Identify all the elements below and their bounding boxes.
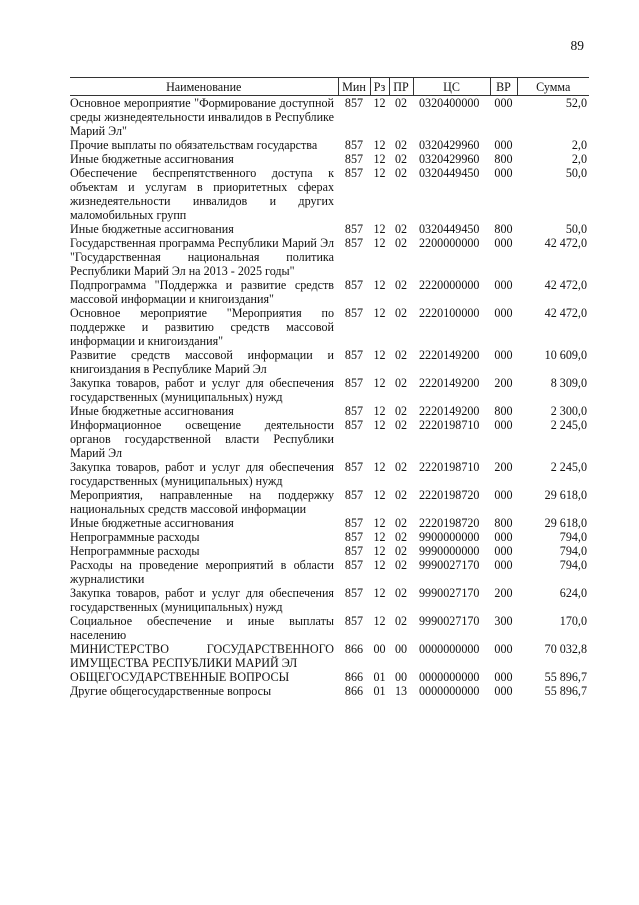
cell-name: Иные бюджетные ассигнования — [70, 152, 234, 166]
cell-cs: 2220198720 — [419, 488, 480, 502]
cell-sum: 52,0 — [565, 96, 587, 110]
cell-sum: 10 609,0 — [544, 348, 587, 362]
cell-vr: 000 — [494, 670, 513, 684]
cell-pr: 02 — [394, 418, 408, 432]
cell-sum: 170,0 — [559, 614, 587, 628]
cell-rz: 12 — [373, 516, 386, 530]
cell-rz: 12 — [373, 278, 386, 292]
cell-sum: 2,0 — [571, 138, 587, 152]
cell-pr: 02 — [394, 138, 408, 152]
table-row — [70, 614, 589, 642]
table-row — [70, 558, 589, 586]
cell-sum: 624,0 — [559, 586, 587, 600]
cell-cs: 2220100000 — [419, 306, 480, 320]
cell-rz: 12 — [373, 530, 386, 544]
cell-sum: 50,0 — [565, 166, 587, 180]
cell-name: Непрограммные расходы — [70, 544, 200, 558]
cell-min: 857 — [344, 376, 364, 390]
cell-rz: 12 — [373, 614, 386, 628]
cell-pr: 02 — [394, 516, 408, 530]
table-row — [70, 516, 589, 530]
cell-min: 857 — [344, 222, 364, 236]
cell-rz: 12 — [373, 152, 386, 166]
cell-rz: 12 — [373, 586, 386, 600]
cell-pr: 02 — [394, 96, 408, 110]
table-row — [70, 306, 589, 348]
cell-min: 857 — [344, 460, 364, 474]
cell-sum: 2,0 — [571, 152, 587, 166]
table-header-row — [70, 78, 589, 96]
cell-pr: 00 — [394, 642, 408, 656]
cell-name: Закупка товаров, работ и услуг для обеспечения государственных (муниципальных) нужд — [70, 460, 334, 488]
cell-cs: 0320449450 — [419, 222, 480, 236]
table-row — [70, 236, 589, 278]
cell-pr: 02 — [394, 306, 408, 320]
cell-vr: 800 — [494, 516, 513, 530]
cell-rz: 12 — [373, 348, 386, 362]
cell-sum: 55 896,7 — [544, 670, 587, 684]
cell-min: 857 — [344, 236, 364, 250]
cell-rz: 12 — [373, 166, 386, 180]
header-rz: Рз — [370, 78, 389, 96]
cell-rz: 12 — [373, 138, 386, 152]
cell-name: Социальное обеспечение и иные выплаты населению — [70, 614, 334, 642]
cell-cs: 0320429960 — [419, 138, 480, 152]
cell-cs: 9990027170 — [419, 558, 480, 572]
cell-min: 866 — [344, 684, 364, 698]
cell-sum: 794,0 — [559, 544, 587, 558]
table-body — [70, 96, 589, 699]
table-row — [70, 684, 589, 698]
cell-name: Государственная программа Республики Марий Эл "Государственная национальная политика Республики Марий Эл на 2013 - 2025 годы" — [70, 236, 334, 278]
cell-rz: 01 — [373, 670, 386, 684]
cell-sum: 42 472,0 — [544, 306, 587, 320]
cell-rz: 12 — [373, 306, 386, 320]
cell-rz: 12 — [373, 488, 386, 502]
cell-rz: 01 — [373, 684, 386, 698]
cell-cs: 0000000000 — [419, 684, 480, 698]
cell-min: 857 — [344, 614, 364, 628]
cell-rz: 12 — [373, 418, 386, 432]
cell-rz: 12 — [373, 460, 386, 474]
cell-sum: 794,0 — [559, 558, 587, 572]
cell-sum: 794,0 — [559, 530, 587, 544]
cell-sum: 70 032,8 — [544, 642, 587, 656]
cell-sum: 8 309,0 — [550, 376, 587, 390]
cell-pr: 02 — [394, 530, 408, 544]
cell-name: Другие общегосударственные вопросы — [70, 684, 272, 698]
cell-min: 857 — [344, 96, 364, 110]
cell-vr: 000 — [494, 418, 513, 432]
cell-pr: 02 — [394, 404, 408, 418]
cell-min: 857 — [344, 418, 364, 432]
cell-vr: 000 — [494, 642, 513, 656]
cell-cs: 2220000000 — [419, 278, 480, 292]
cell-pr: 02 — [394, 236, 408, 250]
cell-pr: 02 — [394, 558, 408, 572]
table-row — [70, 670, 589, 684]
cell-vr: 800 — [494, 404, 513, 418]
cell-vr: 000 — [494, 306, 513, 320]
cell-cs: 9900000000 — [419, 530, 480, 544]
cell-rz: 12 — [373, 544, 386, 558]
cell-cs: 9990000000 — [419, 544, 480, 558]
cell-pr: 13 — [394, 684, 408, 698]
cell-vr: 000 — [494, 488, 513, 502]
cell-name: Иные бюджетные ассигнования — [70, 516, 234, 530]
cell-name: Основное мероприятие "Формирование доступной среды жизнедеятельности инвалидов в Республике Марий Эл" — [70, 96, 334, 138]
table-row — [70, 488, 589, 516]
cell-pr: 02 — [394, 488, 408, 502]
table-row — [70, 138, 589, 152]
cell-pr: 02 — [394, 222, 408, 236]
cell-min: 857 — [344, 488, 364, 502]
cell-name: Развитие средств массовой информации и книгоиздания в Республике Марий Эл — [70, 348, 334, 376]
cell-rz: 12 — [373, 96, 386, 110]
table-row — [70, 152, 589, 166]
cell-cs: 0320400000 — [419, 96, 480, 110]
cell-pr: 02 — [394, 376, 408, 390]
cell-min: 857 — [344, 278, 364, 292]
cell-pr: 02 — [394, 166, 408, 180]
cell-sum: 29 618,0 — [544, 488, 587, 502]
header-name: Наименование — [70, 78, 338, 96]
cell-name: Подпрограмма "Поддержка и развитие средств массовой информации и книгоиздания" — [70, 278, 334, 306]
table-row — [70, 96, 589, 139]
cell-name: Непрограммные расходы — [70, 530, 200, 544]
cell-pr: 02 — [394, 614, 408, 628]
cell-sum: 2 300,0 — [550, 404, 587, 418]
cell-name: Иные бюджетные ассигнования — [70, 222, 234, 236]
cell-cs: 9990027170 — [419, 586, 480, 600]
cell-vr: 000 — [494, 278, 513, 292]
cell-min: 857 — [344, 544, 364, 558]
cell-min: 866 — [344, 670, 364, 684]
cell-rz: 12 — [373, 222, 386, 236]
cell-pr: 02 — [394, 278, 408, 292]
cell-rz: 12 — [373, 558, 386, 572]
cell-sum: 50,0 — [565, 222, 587, 236]
cell-cs: 2220198710 — [419, 418, 480, 432]
cell-min: 857 — [344, 152, 364, 166]
cell-min: 857 — [344, 404, 364, 418]
cell-vr: 000 — [494, 348, 513, 362]
cell-min: 857 — [344, 516, 364, 530]
cell-name: Закупка товаров, работ и услуг для обеспечения государственных (муниципальных) нужд — [70, 376, 334, 404]
cell-name: ОБЩЕГОСУДАРСТВЕННЫЕ ВОПРОСЫ — [70, 670, 290, 684]
table-row — [70, 586, 589, 614]
cell-vr: 200 — [494, 460, 513, 474]
header-sum: Сумма — [517, 78, 589, 96]
cell-name: МИНИСТЕРСТВО ГОСУДАРСТВЕННОГО ИМУЩЕСТВА РЕСПУБЛИКИ МАРИЙ ЭЛ — [70, 642, 334, 670]
cell-cs: 2200000000 — [419, 236, 480, 250]
cell-min: 857 — [344, 586, 364, 600]
table-row — [70, 376, 589, 404]
header-min: Мин — [338, 78, 370, 96]
cell-vr: 000 — [494, 138, 513, 152]
cell-pr: 02 — [394, 586, 408, 600]
cell-pr: 02 — [394, 460, 408, 474]
cell-name: Иные бюджетные ассигнования — [70, 404, 234, 418]
cell-cs: 2220149200 — [419, 348, 480, 362]
cell-cs: 0320429960 — [419, 152, 480, 166]
cell-pr: 00 — [394, 670, 408, 684]
cell-name: Закупка товаров, работ и услуг для обеспечения государственных (муниципальных) нужд — [70, 586, 334, 614]
table-row — [70, 642, 589, 670]
cell-name: Прочие выплаты по обязательствам государства — [70, 138, 318, 152]
cell-cs: 0320449450 — [419, 166, 480, 180]
cell-vr: 200 — [494, 376, 513, 390]
cell-min: 857 — [344, 138, 364, 152]
cell-vr: 000 — [494, 684, 513, 698]
cell-rz: 12 — [373, 236, 386, 250]
cell-min: 857 — [344, 166, 364, 180]
cell-cs: 9990027170 — [419, 614, 480, 628]
cell-vr: 300 — [494, 614, 513, 628]
header-pr: ПР — [389, 78, 413, 96]
page-number: 89 — [570, 38, 584, 53]
cell-vr: 000 — [494, 558, 513, 572]
cell-sum: 42 472,0 — [544, 236, 587, 250]
table-row — [70, 222, 589, 236]
cell-vr: 000 — [494, 544, 513, 558]
header-cs: ЦС — [413, 78, 490, 96]
cell-sum: 55 896,7 — [544, 684, 587, 698]
header-vr: ВР — [490, 78, 517, 96]
cell-vr: 800 — [494, 222, 513, 236]
cell-cs: 2220149200 — [419, 404, 480, 418]
cell-min: 857 — [344, 558, 364, 572]
cell-cs: 0000000000 — [419, 642, 480, 656]
table-row — [70, 418, 589, 460]
cell-rz: 00 — [373, 642, 386, 656]
cell-min: 857 — [344, 348, 364, 362]
table-row — [70, 530, 589, 544]
table-row — [70, 404, 589, 418]
budget-table — [70, 77, 589, 698]
cell-cs: 2220198710 — [419, 460, 480, 474]
cell-min: 857 — [344, 306, 364, 320]
cell-name: Обеспечение беспрепятственного доступа к объектам и услугам в приоритетных сферах жизнедеятельности инвалидов и других маломобильных групп — [70, 166, 334, 222]
cell-rz: 12 — [373, 376, 386, 390]
cell-name: Информационное освещение деятельности органов государственной власти Республики Марий Эл — [70, 418, 334, 460]
cell-name: Основное мероприятие "Мероприятия по поддержке и развитию средств массовой информации и книгоиздания" — [70, 306, 334, 348]
cell-pr: 02 — [394, 544, 408, 558]
cell-cs: 2220198720 — [419, 516, 480, 530]
table-row — [70, 348, 589, 376]
cell-min: 857 — [344, 530, 364, 544]
cell-pr: 02 — [394, 152, 408, 166]
cell-vr: 000 — [494, 236, 513, 250]
cell-pr: 02 — [394, 348, 408, 362]
cell-sum: 2 245,0 — [550, 460, 587, 474]
cell-cs: 2220149200 — [419, 376, 480, 390]
table-row — [70, 544, 589, 558]
cell-vr: 200 — [494, 586, 513, 600]
cell-cs: 0000000000 — [419, 670, 480, 684]
cell-vr: 000 — [494, 96, 513, 110]
cell-sum: 2 245,0 — [550, 418, 587, 432]
cell-name: Расходы на проведение мероприятий в области журналистики — [70, 558, 334, 586]
cell-sum: 29 618,0 — [544, 516, 587, 530]
cell-vr: 000 — [494, 530, 513, 544]
cell-vr: 800 — [494, 152, 513, 166]
cell-min: 866 — [344, 642, 364, 656]
table-row — [70, 278, 589, 306]
cell-rz: 12 — [373, 404, 386, 418]
cell-sum: 42 472,0 — [544, 278, 587, 292]
table-row — [70, 460, 589, 488]
table-row — [70, 166, 589, 222]
cell-vr: 000 — [494, 166, 513, 180]
cell-name: Мероприятия, направленные на поддержку национальных средств массовой информации — [70, 488, 334, 516]
